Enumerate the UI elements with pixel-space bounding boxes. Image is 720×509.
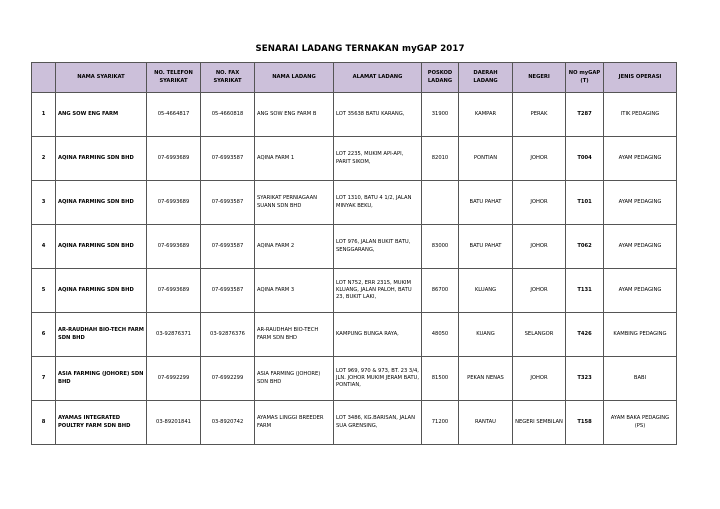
cell-alamat-ladang: LOT 3486, KG.BARISAN, JALAN SUA GRENSING,	[334, 401, 422, 445]
header-no	[32, 63, 56, 93]
farm-table	[31, 62, 677, 445]
cell-no-fax: 07-6993587	[201, 225, 255, 269]
cell-no: 7	[32, 357, 56, 401]
document-title: SENARAI LADANG TERNAKAN myGAP 2017	[255, 44, 465, 54]
cell-no-mygap: T426	[566, 313, 604, 357]
cell-no-telefon: 05-4664817	[147, 93, 201, 137]
cell-poskod: 31900	[422, 93, 459, 137]
cell-poskod: 82010	[422, 137, 459, 181]
cell-poskod	[422, 181, 459, 225]
cell-alamat-ladang: LOT 969, 970 & 973, BT. 23 3/4, JLN. JOHOR MUKIM JERAM BATU, PONTIAN,	[334, 357, 422, 401]
cell-jenis-operasi: AYAM BAKA PEDAGING (PS)	[604, 401, 677, 445]
cell-no: 6	[32, 313, 56, 357]
table-row	[32, 225, 677, 269]
cell-nama-ladang: ANG SOW ENG FARM B	[255, 93, 334, 137]
cell-no-mygap: T062	[566, 225, 604, 269]
table-row	[32, 401, 677, 445]
header-poskod: POSKOD LADANG	[422, 63, 459, 93]
cell-negeri: JOHOR	[513, 137, 566, 181]
cell-daerah: RANTAU	[459, 401, 513, 445]
cell-alamat-ladang: LOT N752, ERR 2315, MUKIM KLUANG, JALAN PALOH, BATU 23, BUKIT LAKI,	[334, 269, 422, 313]
cell-no-fax: 07-6993587	[201, 181, 255, 225]
cell-nama-syarikat: AQINA FARMING SDN BHD	[56, 181, 147, 225]
cell-nama-syarikat: AQINA FARMING SDN BHD	[56, 269, 147, 313]
cell-no-fax: 07-6993587	[201, 137, 255, 181]
cell-no-telefon: 07-6993689	[147, 269, 201, 313]
table-body	[32, 93, 677, 445]
cell-alamat-ladang: LOT 1310, BATU 4 1/2, JALAN MINYAK BEKU,	[334, 181, 422, 225]
cell-nama-syarikat: ASIA FARMING (JOHORE) SDN BHD	[56, 357, 147, 401]
cell-nama-ladang: AR-RAUDHAH BIO-TECH FARM SDN BHD	[255, 313, 334, 357]
cell-daerah: BATU PAHAT	[459, 225, 513, 269]
cell-daerah: BATU PAHAT	[459, 181, 513, 225]
cell-nama-ladang: AQINA FARM 1	[255, 137, 334, 181]
header-jenis-operasi: JENIS OPERASI	[604, 63, 677, 93]
cell-no-mygap: T004	[566, 137, 604, 181]
table-row	[32, 269, 677, 313]
table-row	[32, 137, 677, 181]
header-no-mygap: NO myGAP (T)	[566, 63, 604, 93]
cell-nama-syarikat: ANG SOW ENG FARM	[56, 93, 147, 137]
table-row	[32, 313, 677, 357]
cell-negeri: NEGERI SEMBILAN	[513, 401, 566, 445]
cell-no-telefon: 07-6993689	[147, 137, 201, 181]
cell-no-telefon: 07-6992299	[147, 357, 201, 401]
cell-nama-syarikat: AYAMAS INTEGRATED POULTRY FARM SDN BHD	[56, 401, 147, 445]
cell-jenis-operasi: AYAM PEDAGING	[604, 137, 677, 181]
cell-jenis-operasi: BABI	[604, 357, 677, 401]
cell-jenis-operasi: ITIK PEDAGING	[604, 93, 677, 137]
cell-poskod: 81500	[422, 357, 459, 401]
cell-nama-ladang: AQINA FARM 3	[255, 269, 334, 313]
cell-no-mygap: T131	[566, 269, 604, 313]
cell-no: 5	[32, 269, 56, 313]
cell-no-fax: 03-8920742	[201, 401, 255, 445]
cell-poskod: 83000	[422, 225, 459, 269]
cell-jenis-operasi: AYAM PEDAGING	[604, 269, 677, 313]
header-negeri: NEGERI	[513, 63, 566, 93]
header-no-telefon: NO. TELEFON SYARIKAT	[147, 63, 201, 93]
header-nama-syarikat: NAMA SYARIKAT	[56, 63, 147, 93]
cell-no: 3	[32, 181, 56, 225]
cell-no-telefon: 03-89201841	[147, 401, 201, 445]
table-row	[32, 93, 677, 137]
table-row	[32, 357, 677, 401]
cell-negeri: JOHOR	[513, 269, 566, 313]
cell-negeri: PERAK	[513, 93, 566, 137]
header-no-fax: NO. FAX SYARIKAT	[201, 63, 255, 93]
cell-alamat-ladang: LOT 976, JALAN BUKIT BATU, SENGGARANG,	[334, 225, 422, 269]
cell-nama-ladang: AYAMAS LINGGI BREEDER FARM	[255, 401, 334, 445]
header-nama-ladang: NAMA LADANG	[255, 63, 334, 93]
cell-daerah: KUANG	[459, 313, 513, 357]
cell-nama-syarikat: AQINA FARMING SDN BHD	[56, 137, 147, 181]
cell-nama-syarikat: AR-RAUDHAH BIO-TECH FARM SDN BHD	[56, 313, 147, 357]
cell-no: 4	[32, 225, 56, 269]
table-header	[32, 63, 677, 93]
cell-no-fax: 07-6992299	[201, 357, 255, 401]
cell-poskod: 48050	[422, 313, 459, 357]
cell-no-mygap: T287	[566, 93, 604, 137]
cell-no-fax: 07-6993587	[201, 269, 255, 313]
cell-negeri: JOHOR	[513, 181, 566, 225]
cell-alamat-ladang: KAMPUNG BUNGA RAYA,	[334, 313, 422, 357]
cell-no-telefon: 03-92876371	[147, 313, 201, 357]
header-daerah: DAERAH LADANG	[459, 63, 513, 93]
cell-alamat-ladang: LOT 2235, MUKIM API-API, PARIT SIKOM,	[334, 137, 422, 181]
cell-daerah: PONTIAN	[459, 137, 513, 181]
cell-nama-syarikat: AQINA FARMING SDN BHD	[56, 225, 147, 269]
cell-jenis-operasi: AYAM PEDAGING	[604, 225, 677, 269]
cell-negeri: SELANGOR	[513, 313, 566, 357]
cell-nama-ladang: SYARIKAT PERNIAGAAN SUANN SDN BHD	[255, 181, 334, 225]
cell-no-mygap: T101	[566, 181, 604, 225]
cell-daerah: PEKAN NENAS	[459, 357, 513, 401]
cell-no-fax: 03-92876376	[201, 313, 255, 357]
cell-jenis-operasi: AYAM PEDAGING	[604, 181, 677, 225]
cell-no: 2	[32, 137, 56, 181]
cell-negeri: JOHOR	[513, 225, 566, 269]
cell-no-telefon: 07-6993689	[147, 181, 201, 225]
cell-alamat-ladang: LOT 35638 BATU KARANG,	[334, 93, 422, 137]
cell-daerah: KAMPAR	[459, 93, 513, 137]
cell-poskod: 86700	[422, 269, 459, 313]
cell-no-fax: 05-4660818	[201, 93, 255, 137]
cell-no: 8	[32, 401, 56, 445]
header-row	[32, 63, 677, 93]
cell-daerah: KLUANG	[459, 269, 513, 313]
header-alamat-ladang: ALAMAT LADANG	[334, 63, 422, 93]
cell-nama-ladang: AQINA FARM 2	[255, 225, 334, 269]
cell-no-telefon: 07-6993689	[147, 225, 201, 269]
cell-jenis-operasi: KAMBING PEDAGING	[604, 313, 677, 357]
cell-no: 1	[32, 93, 56, 137]
cell-no-mygap: T323	[566, 357, 604, 401]
cell-nama-ladang: ASIA FARMING (JOHORE) SDN BHD	[255, 357, 334, 401]
cell-no-mygap: T158	[566, 401, 604, 445]
table-row	[32, 181, 677, 225]
cell-negeri: JOHOR	[513, 357, 566, 401]
cell-poskod: 71200	[422, 401, 459, 445]
